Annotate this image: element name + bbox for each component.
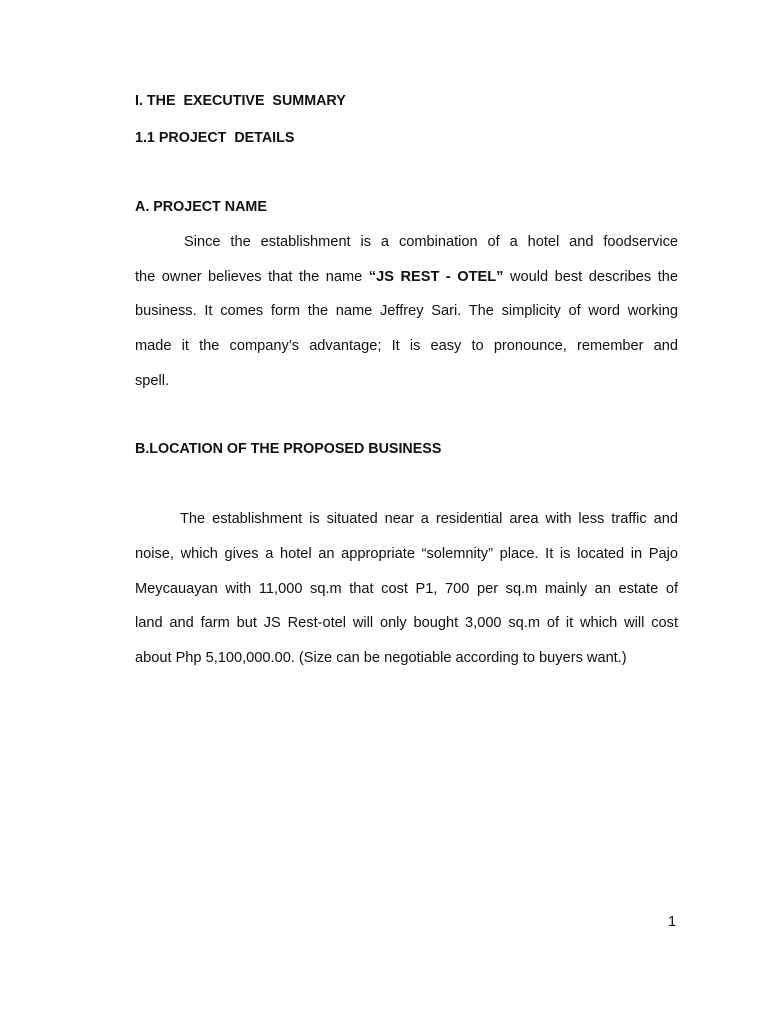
project-name-heading: A. PROJECT NAME (135, 199, 267, 215)
page-number: 1 (668, 914, 677, 930)
paragraph-line: Meycauayan with 11,000 sq.m that cost P1, 700 per sq.m mainly an estate of (135, 581, 678, 597)
paragraph-line: about Php 5,100,000.00. (Size can be negotiable according to buyers want.) (135, 650, 627, 666)
location-heading: B.LOCATION OF THE PROPOSED BUSINESS (135, 441, 442, 457)
paragraph-line: Since the establishment is a combination of a hotel and foodservice (184, 234, 678, 250)
business-name-bold: “JS REST - OTEL” (368, 269, 504, 285)
section-heading: I. THE EXECUTIVE SUMMARY (135, 93, 346, 109)
paragraph-line: The establishment is situated near a residential area with less traffic and (180, 511, 678, 527)
text-span: would best describes the (503, 269, 678, 285)
paragraph-line (135, 268, 678, 286)
paragraph-line: made it the company’s advantage; It is easy to pronounce, remember and (135, 338, 678, 354)
paragraph-line: noise, which gives a hotel an appropriate “solemnity” place. It is located in Pajo (135, 546, 678, 562)
paragraph-line: business. It comes form the name Jeffrey Sari. The simplicity of word working (135, 303, 678, 319)
paragraph-line: land and farm but JS Rest-otel will only bought 3,000 sq.m of it which will cost (135, 615, 678, 631)
subsection-heading: 1.1 PROJECT DETAILS (135, 130, 295, 146)
text-span: the owner believes that the name (135, 269, 369, 285)
paragraph-line: spell. (135, 373, 170, 389)
